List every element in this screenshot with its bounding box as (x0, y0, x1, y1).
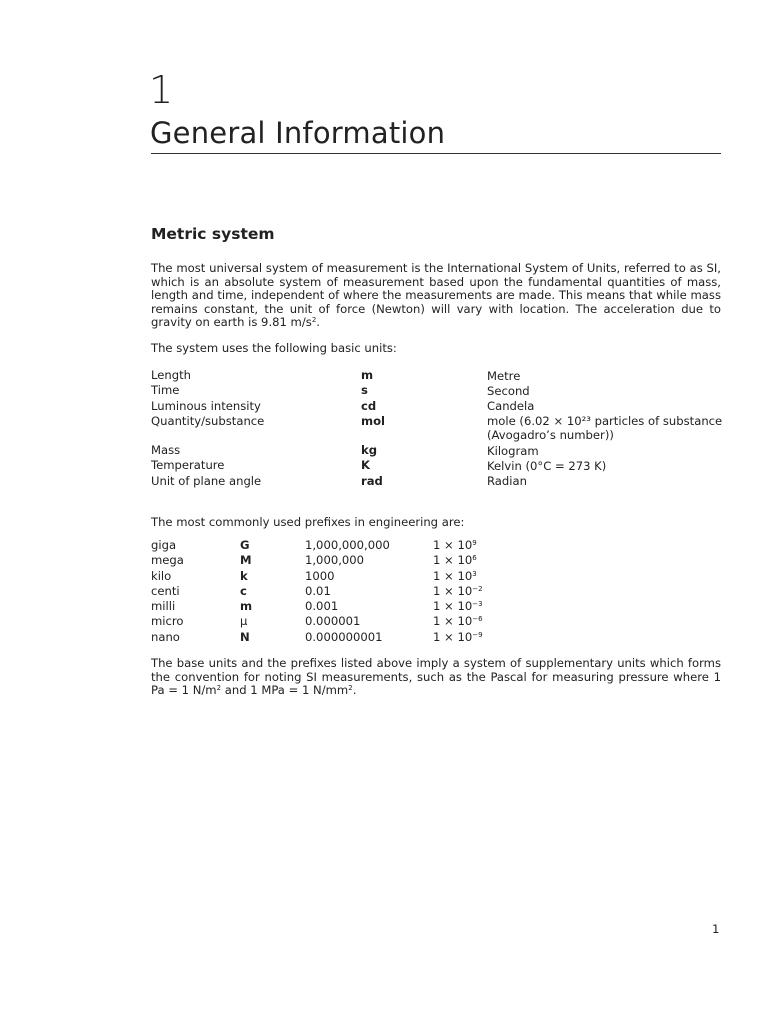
unit-row (151, 383, 726, 398)
unit-symbol: mol (361, 413, 386, 428)
unit-symbol: kg (361, 443, 378, 458)
closing-text-a: The base units and the prefixes listed above imply a system of supplementary units which forms the convention for noting SI measurements, such as the Pascal for measuring pressure where 1 Pa = 1 N/m (151, 656, 721, 698)
prefix-value: 1,000,000 (305, 553, 365, 568)
unit-quantity: Length (151, 368, 191, 382)
prefix-power (433, 553, 477, 568)
closing-superscript-1: 2 (216, 684, 222, 693)
prefixes-lead: The most commonly used prefixes in engineering are: (151, 515, 465, 529)
prefix-symbol: N (240, 629, 250, 644)
page-number: 1 (712, 922, 720, 936)
prefix-power (433, 614, 483, 629)
prefix-base: 1 × 10 (433, 538, 473, 552)
unit-name: mole (6.02 × 10²³ particles of substance (Avogadro’s number)) (487, 414, 723, 443)
prefix-value: 1,000,000,000 (305, 538, 390, 552)
unit-symbol: K (361, 458, 370, 473)
unit-name: Kelvin (0°C = 273 K) (487, 459, 607, 474)
prefix-name: mega (151, 553, 184, 568)
prefix-exponent: −2 (472, 584, 483, 593)
prefix-exponent: 6 (472, 554, 477, 563)
unit-row (151, 458, 726, 473)
unit-quantity: Time (151, 383, 180, 398)
prefix-base: 1 × 10 (433, 583, 473, 598)
unit-name: Metre (487, 368, 521, 383)
basic-units-lead: The system uses the following basic units: (151, 341, 397, 355)
closing-superscript-2: 2 (348, 684, 353, 693)
prefixes-table (151, 538, 551, 645)
unit-symbol: m (361, 368, 374, 382)
unit-name: Kilogram (487, 443, 539, 458)
prefix-base: 1 × 10 (433, 614, 473, 629)
prefix-power (433, 630, 483, 645)
prefix-row (151, 538, 551, 553)
prefix-value: 0.000001 (305, 614, 361, 629)
prefix-exponent: 9 (472, 539, 477, 547)
prefix-exponent: −6 (472, 615, 483, 624)
prefix-name: milli (151, 599, 176, 614)
prefix-exponent: −9 (472, 630, 483, 639)
prefix-base: 1 × 10 (433, 553, 473, 568)
unit-quantity: Luminous intensity (151, 398, 261, 413)
unit-quantity: Temperature (151, 458, 225, 473)
unit-row (151, 474, 726, 489)
unit-symbol: cd (361, 398, 377, 413)
prefix-symbol: c (240, 583, 247, 598)
unit-name: Second (487, 383, 530, 398)
unit-symbol: rad (361, 473, 383, 488)
unit-row (151, 399, 726, 414)
prefix-symbol: k (240, 568, 248, 583)
prefix-name: micro (151, 614, 184, 629)
unit-row (151, 368, 726, 383)
prefix-power (433, 538, 477, 553)
prefix-power (433, 584, 483, 599)
section-heading: Metric system (151, 225, 275, 243)
prefix-symbol: G (240, 538, 250, 552)
basic-units-table (151, 368, 726, 489)
prefix-value: 1000 (305, 568, 335, 583)
prefix-row (151, 553, 551, 568)
prefix-row (151, 569, 551, 584)
prefix-value: 0.001 (305, 599, 339, 614)
prefix-name: nano (151, 629, 180, 644)
title-divider (151, 153, 721, 154)
prefix-symbol: µ (240, 614, 248, 629)
prefix-value: 0.01 (305, 583, 331, 598)
prefix-name: giga (151, 538, 177, 552)
prefix-base: 1 × 10 (433, 629, 473, 644)
closing-text-b: and 1 MPa = 1 N/mm (221, 683, 349, 698)
unit-symbol: s (361, 383, 368, 398)
chapter-title: General Information (150, 116, 446, 150)
closing-paragraph (151, 657, 721, 698)
prefix-row (151, 614, 551, 629)
prefix-symbol: m (240, 599, 253, 614)
unit-row (151, 443, 726, 458)
closing-end: . (352, 683, 357, 698)
intro-superscript: 2 (311, 316, 317, 325)
prefix-base: 1 × 10 (433, 568, 473, 583)
prefix-value: 0.000000001 (305, 629, 383, 644)
prefix-name: kilo (151, 568, 172, 583)
intro-text: The most universal system of measurement is the International System of Units, referred to as SI, which is an absolute system of measurement based upon the fundamental quantities of mass, length and time, independent of where the measurements are made. This means that while mass remains constant, the unit of force (Newton) will vary with location. The acceleration due to gravity on earth is 9.81 m/s (151, 261, 721, 330)
unit-row (151, 414, 726, 443)
unit-quantity: Unit of plane angle (151, 473, 262, 488)
prefix-exponent: −3 (472, 600, 483, 609)
prefix-row (151, 599, 551, 614)
prefix-exponent: 3 (472, 569, 477, 578)
prefix-row (151, 584, 551, 599)
unit-name: Candela (487, 399, 535, 414)
unit-quantity: Mass (151, 443, 181, 458)
intro-end: . (316, 315, 320, 330)
unit-name: Radian (487, 474, 527, 489)
prefix-power (433, 569, 477, 584)
prefix-base: 1 × 10 (433, 599, 473, 614)
prefix-power (433, 599, 483, 614)
prefix-symbol: M (240, 553, 252, 568)
intro-paragraph (151, 262, 721, 330)
unit-quantity: Quantity/substance (151, 413, 265, 428)
prefix-name: centi (151, 583, 180, 598)
prefix-row (151, 630, 551, 645)
chapter-number: 1 (149, 68, 174, 112)
